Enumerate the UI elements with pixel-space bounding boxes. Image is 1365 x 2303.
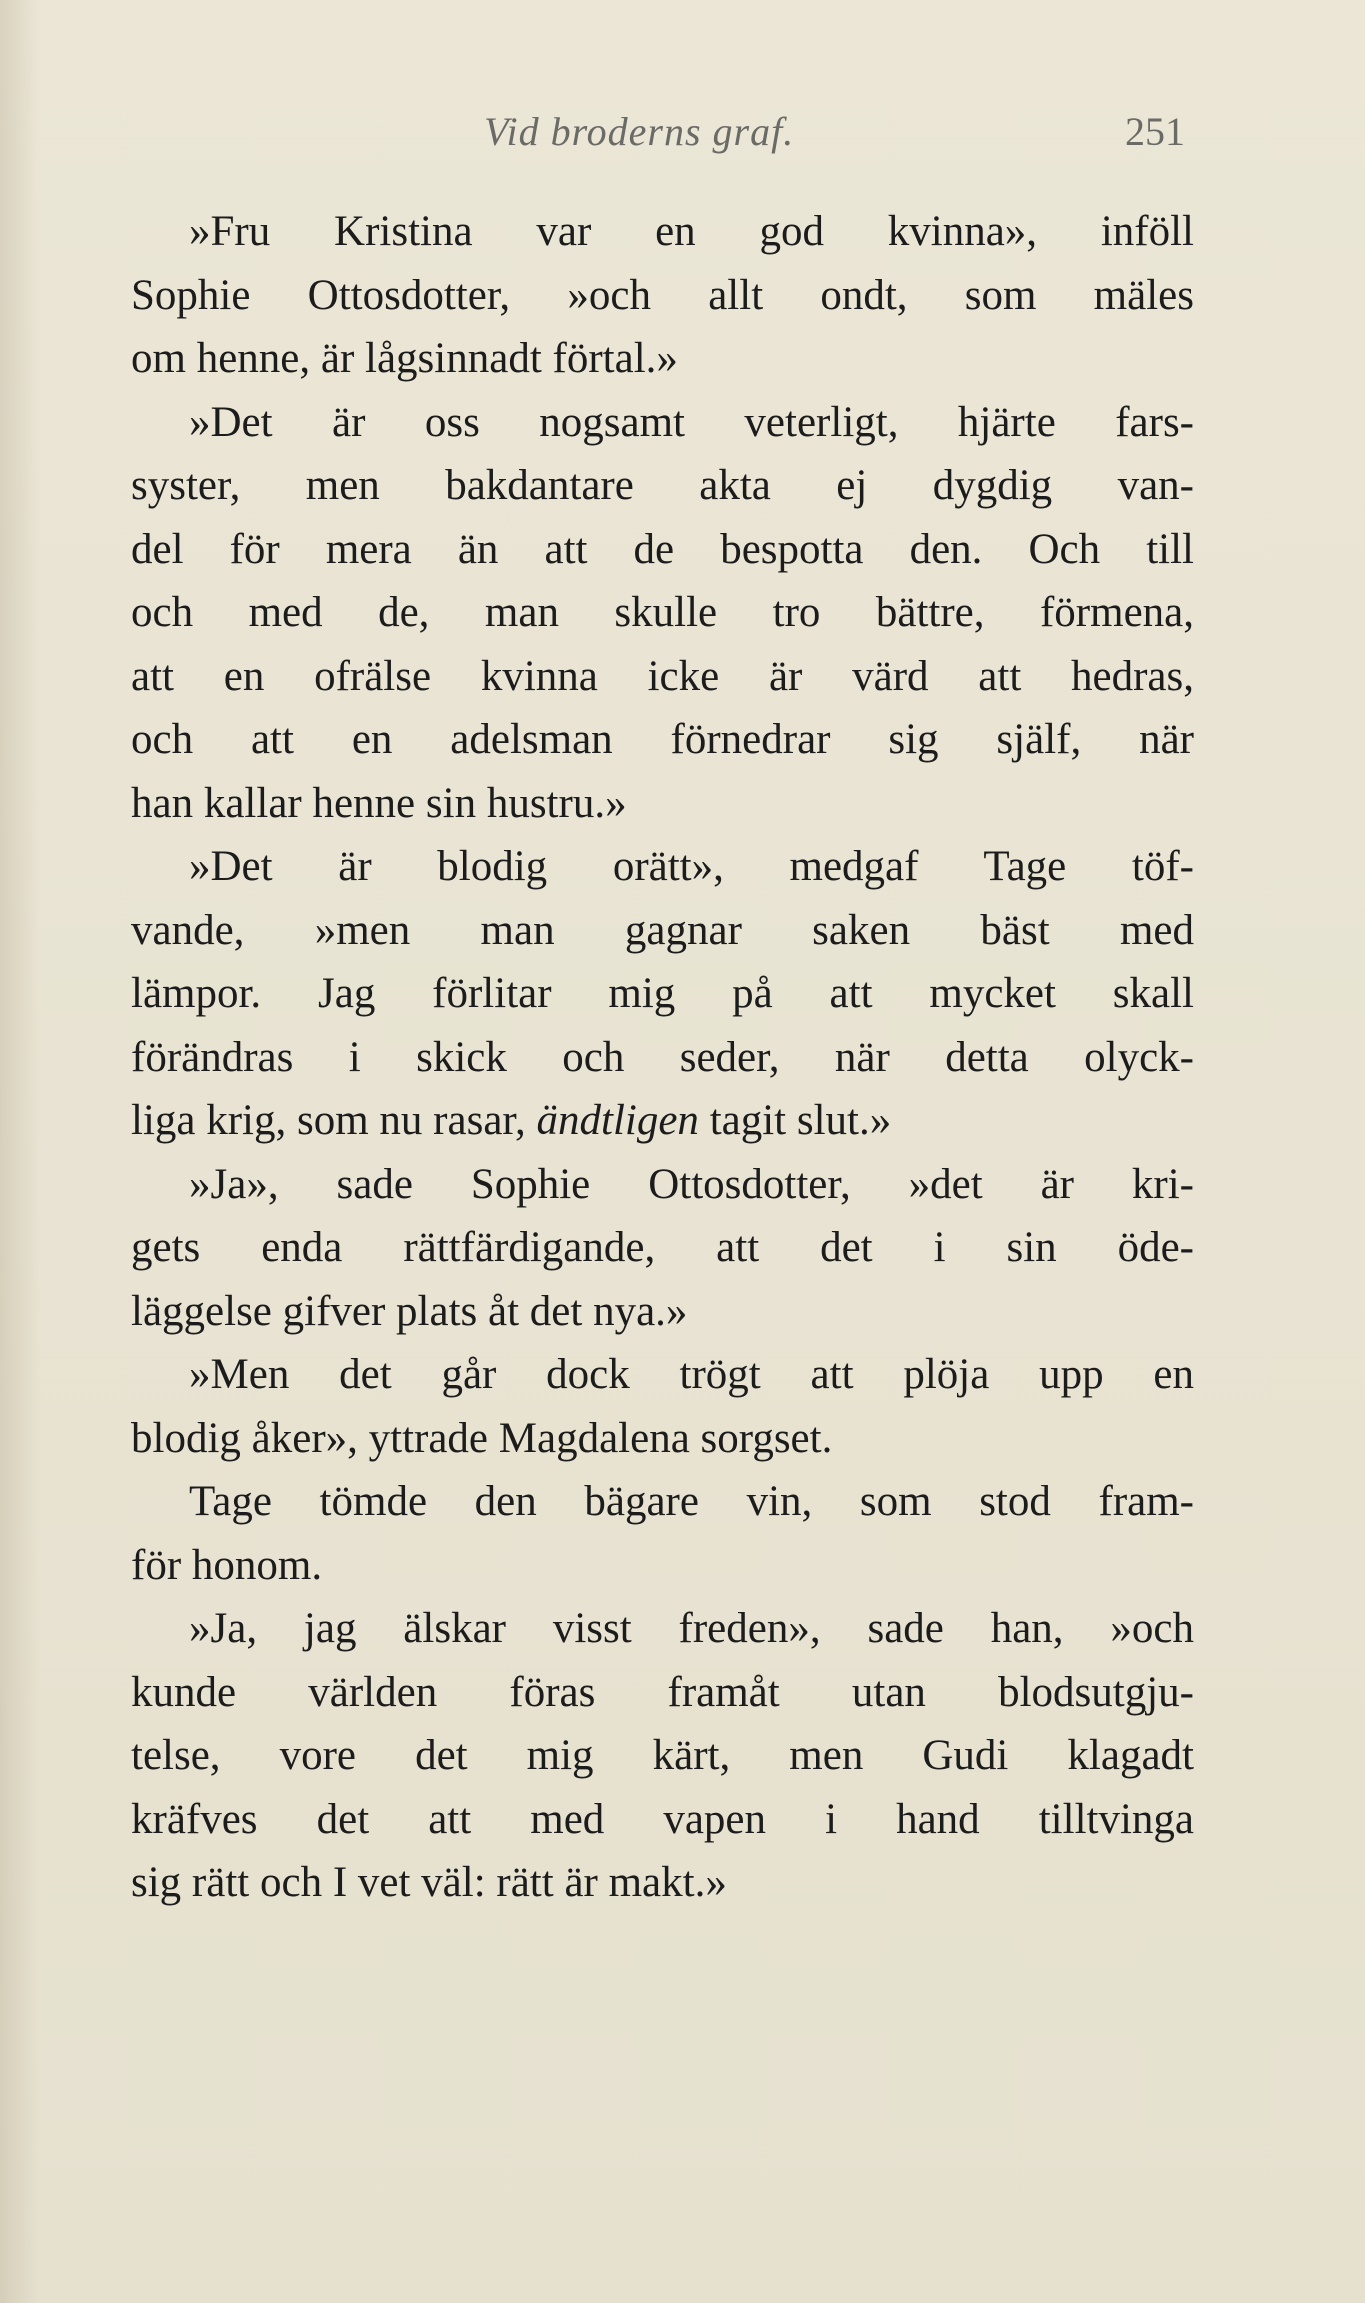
text-line: »Ja», sade Sophie Ottosdotter, »det är kri-: [189, 1160, 1194, 1208]
text-line: gets enda rättfärdigande, att det i sin öde-: [131, 1224, 1194, 1271]
text-line: [131, 1089, 1194, 1153]
text-line: sig rätt och I vet väl: rätt är makt.»: [131, 1859, 727, 1906]
text-segment: liga krig, som nu rasar,: [131, 1097, 537, 1144]
text-line: kunde världen föras framåt utan blodsutgju-: [131, 1668, 1194, 1716]
text-line: förändras i skick och seder, när detta olyck-: [131, 1033, 1194, 1081]
text-line: kräfves det att med vapen i hand tilltvinga: [131, 1795, 1194, 1843]
text-line: syster, men bakdantare akta ej dygdig van-: [131, 462, 1194, 509]
text-line: Tage tömde den bägare vin, som stod fram-: [189, 1478, 1194, 1525]
text-line: »Fru Kristina var en god kvinna», inföll: [189, 208, 1194, 255]
text-line: telse, vore det mig kärt, men Gudi klagadt: [131, 1732, 1194, 1779]
text-line: Sophie Ottosdotter, »och allt ondt, som mäles: [131, 271, 1194, 319]
page-number: 251: [1125, 109, 1185, 154]
text-line: lämpor. Jag förlitar mig på att mycket skall: [131, 970, 1194, 1017]
text-line: om henne, är lågsinnadt förtal.»: [131, 335, 678, 382]
text-line: och med de, man skulle tro bättre, förmena,: [131, 589, 1194, 636]
text-segment: tagit slut.»: [698, 1097, 892, 1144]
text-line: »Det är oss nogsamt veterligt, hjärte fars-: [189, 398, 1194, 446]
text-line: för honom.: [131, 1541, 323, 1589]
text-line: »Men det går dock trögt att plöja upp en: [189, 1351, 1194, 1398]
text-line: »Det är blodig orätt», medgaf Tage töf-: [189, 843, 1194, 890]
page-header: [0, 108, 1365, 168]
text-line: läggelse gifver plats åt det nya.»: [131, 1287, 688, 1335]
text-line: att en ofrälse kvinna icke är värd att hedras,: [131, 652, 1194, 700]
body-text: [131, 200, 1194, 1915]
emphasized-word: ändtligen: [536, 1097, 699, 1144]
text-line: blodig åker», yttrade Magdalena sorgset.: [131, 1414, 833, 1462]
text-line: han kallar henne sin hustru.»: [131, 779, 627, 827]
text-line: »Ja, jag älskar visst freden», sade han, »och: [189, 1605, 1194, 1652]
running-title: Vid broderns graf.: [484, 109, 795, 154]
text-line: del för mera än att de bespotta den. Och till: [131, 525, 1194, 573]
text-line: och att en adelsman förnedrar sig själf, när: [131, 716, 1194, 763]
text-line: vande, »men man gagnar saken bäst med: [131, 906, 1194, 954]
